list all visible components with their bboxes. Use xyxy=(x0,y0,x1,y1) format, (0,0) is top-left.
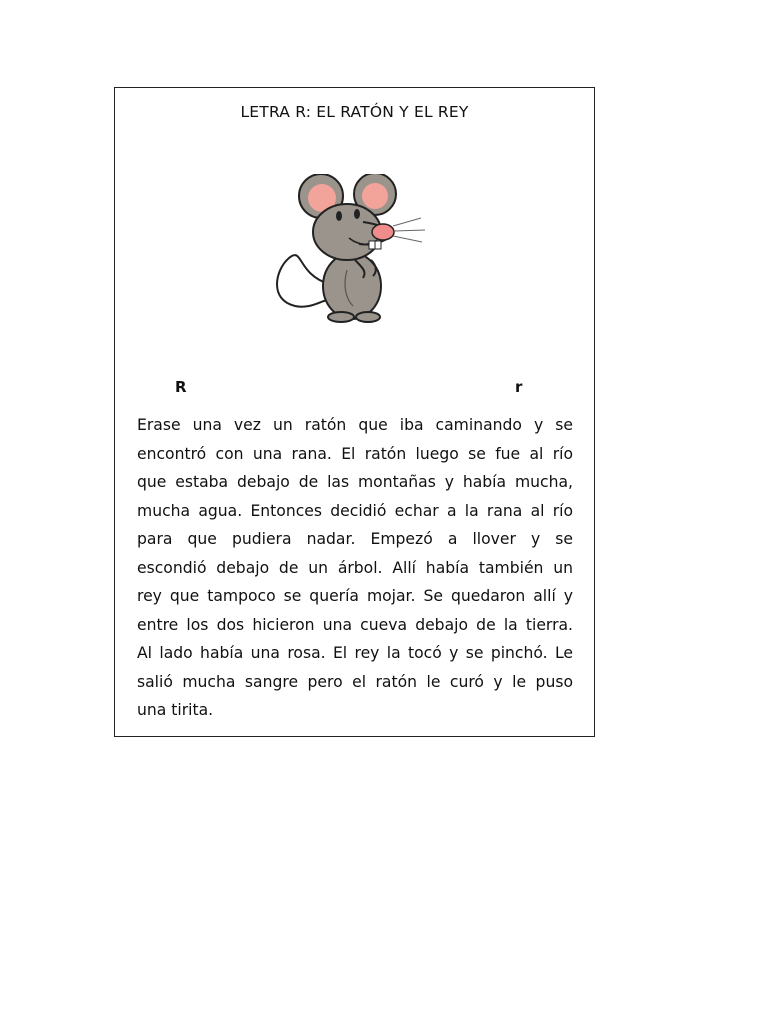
uppercase-letter: R xyxy=(175,378,187,396)
story-line: Erase una vez un ratón que iba caminando y se xyxy=(137,416,573,434)
story-text xyxy=(137,411,573,725)
story-line: Al lado había una rosa. El rey la tocó y se pinchó. Le xyxy=(137,644,573,662)
story-line: entre los dos hicieron una cueva debajo de la tierra. xyxy=(137,615,573,634)
story-line: escondió debajo de un árbol. Allí había también un xyxy=(137,558,573,577)
worksheet-card xyxy=(114,87,595,737)
cartoon-mouse-illustration xyxy=(267,174,437,324)
lowercase-letter: r xyxy=(515,378,523,396)
story-line: salió mucha sangre pero el ratón le curó y le puso xyxy=(137,672,573,691)
worksheet-title: LETRA R: EL RATÓN Y EL REY xyxy=(240,103,469,121)
story-line: mucha agua. Entonces decidió echar a la rana al río xyxy=(137,501,573,520)
story-line: rey que tampoco se quería mojar. Se quedaron allí y xyxy=(137,587,573,605)
story-line: que estaba debajo de las montañas y había mucha, xyxy=(137,473,573,491)
story-line: encontró con una rana. El ratón luego se fue al río xyxy=(137,444,573,463)
story-line: para que pudiera nadar. Empezó a llover y se xyxy=(137,530,573,548)
story-line: una tirita. xyxy=(137,701,214,719)
